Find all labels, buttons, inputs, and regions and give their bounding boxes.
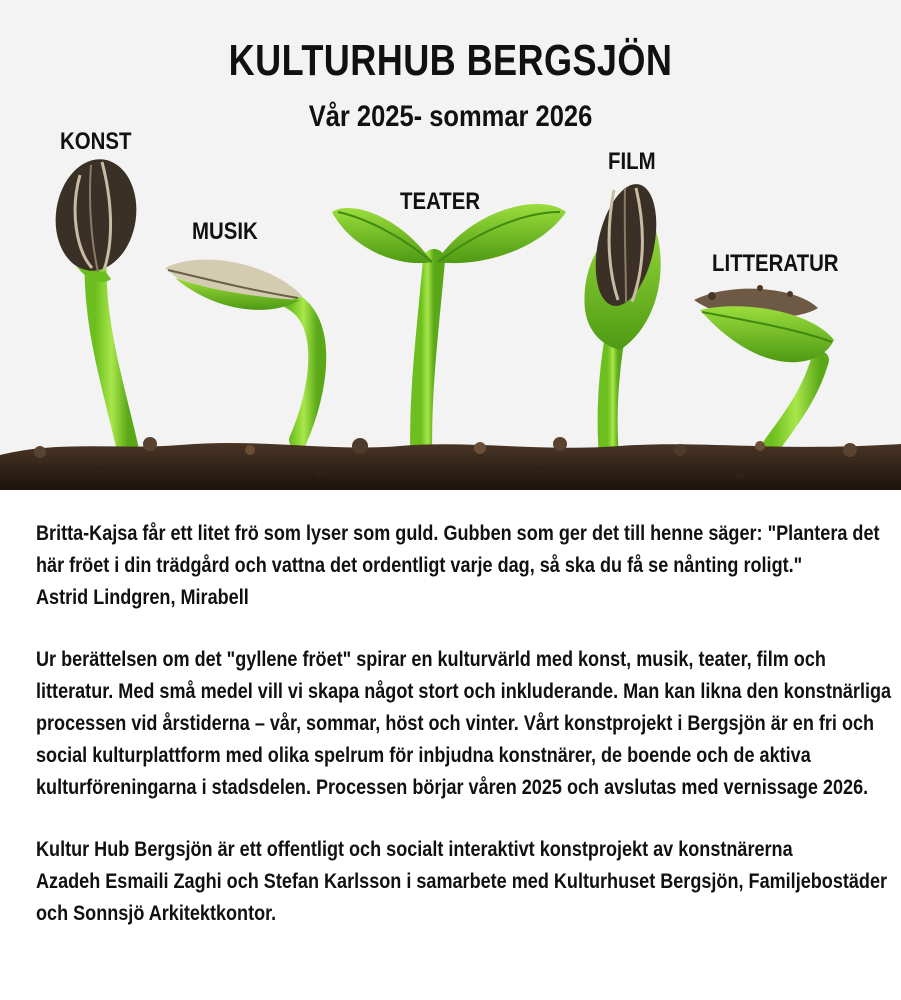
- label-musik: MUSIK: [192, 218, 258, 245]
- description-paragraph: [36, 644, 892, 804]
- paragraph-line: Azadeh Esmaili Zaghi och Stefan Karlsson i samarbete med Kulturhuset Bergsjön, Familjebostäder: [36, 870, 888, 893]
- label-litteratur: LITTERATUR: [712, 250, 839, 277]
- label-konst: KONST: [60, 128, 132, 155]
- paragraph-line: Ur berättelsen om det "gyllene fröet" spirar en kulturvärld med konst, musik, teater, film och: [36, 648, 826, 671]
- quote-paragraph: [36, 518, 880, 614]
- sprout-musik: [165, 260, 317, 440]
- sprout-litteratur: [694, 285, 834, 445]
- paragraph-line: Kultur Hub Bergsjön är ett offentligt och socialt interaktivt konstprojekt av konstnärerna: [36, 838, 793, 861]
- paragraph-line: kulturföreningarna i stadsdelen. Processen börjar våren 2025 och avslutas med vernissage 2026.: [36, 776, 869, 799]
- credits-paragraph: [36, 834, 888, 930]
- quote-line: Britta-Kajsa får ett litet frö som lyser som guld. Gubben som ger det till henne säger: "Plantera det: [36, 522, 880, 545]
- hero-image: [0, 0, 901, 490]
- quote-line: här fröet i din trädgård och vattna det ordentligt varje dag, så ska du få se nånting roligt.": [36, 554, 803, 577]
- paragraph-line: litteratur. Med små medel vill vi skapa något stort och inkluderande. Man kan likna den konstnärliga: [36, 680, 892, 703]
- paragraph-line: social kulturplattform med olika spelrum för inbjudna konstnärer, de boende och de aktiva: [36, 744, 811, 767]
- page-subtitle: Vår 2025- sommar 2026: [308, 100, 593, 133]
- label-teater: TEATER: [400, 188, 481, 215]
- label-film: FILM: [608, 148, 656, 175]
- quote-attribution: Astrid Lindgren, Mirabell: [36, 586, 249, 609]
- body-text: [0, 490, 901, 930]
- paragraph-line: och Sonnsjö Arkitektkontor.: [36, 902, 277, 925]
- sprout-konst: [49, 154, 144, 450]
- sprout-teater: [332, 204, 566, 475]
- sprout-film: [584, 179, 666, 468]
- page-title: KULTURHUB BERGSJÖN: [228, 36, 673, 85]
- paragraph-line: processen vid årstiderna – vår, sommar, höst och vinter. Vårt konstprojekt i Bergsjön är en fri och: [36, 712, 875, 735]
